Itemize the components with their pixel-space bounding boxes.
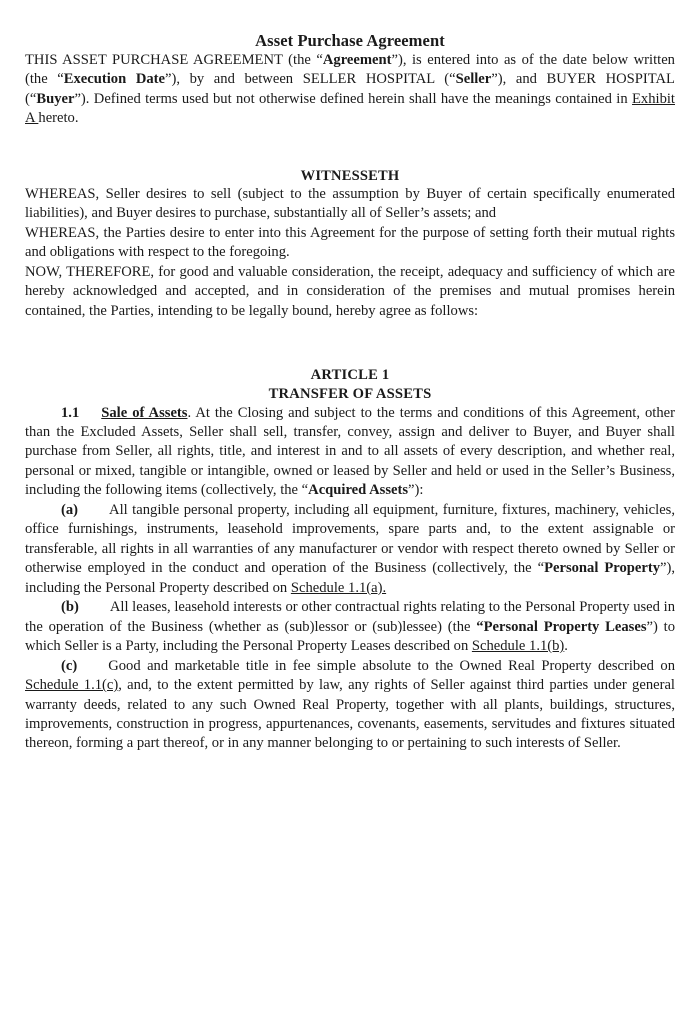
term-execution-date: Execution Date — [63, 71, 165, 88]
term-agreement: Agreement — [322, 52, 392, 68]
intro-text-5: ”). Defined terms used but not otherwise defined herein shall have the meanings contained in — [74, 90, 633, 107]
section-1-1-body-end: ”): — [408, 482, 424, 499]
term-personal-property-leases: “Personal Property Leases — [476, 618, 647, 635]
clause-c-marker: (c) — [61, 657, 78, 674]
now-therefore-paragraph: NOW, THEREFORE, for good and valuable consideration, the receipt, adequacy and sufficiency of which are hereby acknowledged and accepted, and in consideration of the premises and mutual promises herein contained, the Parties, intending to be legally bound, hereby agree as follows: — [25, 263, 675, 319]
reference-schedule-1-1-a[interactable]: Schedule 1.1(a). — [290, 579, 387, 596]
article-name: TRANSFER OF ASSETS — [268, 385, 432, 402]
clause-c-text-2: , and, to the extent permitted by law, any rights of Seller against third parties under general warranty deeds, related to any such Owned Real Property, together with all plants, buildings, structures, improvements, construction in progress, appurtenances, covenants, easements, servitudes and fixtures situated thereon, forming a part thereof, or in any manner belonging to or pertaining to such interests of Seller. — [25, 677, 675, 752]
section-1-1-paragraph — [25, 404, 675, 501]
clause-a-text-1: All tangible personal property, including all equipment, furniture, fixtures, machinery, vehicles, office furnishings, instruments, leasehold improvements, spare parts and, to the extent assignable or transferable, all rights in all warranties of any manufacturer or vendor with respect thereto owned by Seller or otherwise employed in the conduct and operation of the Business (collectively, the “ — [25, 501, 675, 577]
section-1-1-heading: Sale of Assets — [101, 404, 188, 421]
section-1-1-body: . At the Closing and subject to the terms and conditions of this Agreement, other than the Excluded Assets, Seller shall sell, transfer, convey, assign and deliver to Buyer, and Buyer shall purchase from Seller, all rights, title, and interest in and to all assets of every description, and whether real, personal or mixed, tangible or intangible, owned or leased by Seller and held or used in the Seller’s Business, including the following items (collectively, the “ — [25, 404, 675, 499]
reference-schedule-1-1-c[interactable]: Schedule 1.1(c) — [25, 677, 119, 694]
clause-a-paragraph — [25, 501, 675, 598]
intro-text-1: THIS ASSET PURCHASE AGREEMENT (the “ — [25, 52, 323, 68]
clause-b-text-3: . — [564, 638, 568, 655]
witnesseth-heading: WITNESSETH — [300, 167, 400, 184]
reference-schedule-1-1-b[interactable]: Schedule 1.1(b) — [471, 638, 565, 655]
term-personal-property: Personal Property — [544, 560, 660, 577]
term-acquired-assets: Acquired Assets — [308, 482, 409, 499]
clause-c-paragraph — [25, 657, 675, 754]
article-number: ARTICLE 1 — [310, 367, 390, 384]
whereas-paragraph-1: WHEREAS, Seller desires to sell (subject to the assumption by Buyer of certain specifically enumerated liabilities), and Buyer desires to purchase, substantially all of Seller’s assets; and — [25, 185, 675, 222]
whereas-paragraph-2: WHEREAS, the Parties desire to enter into this Agreement for the purpose of setting forth their mutual rights and obligations with respect to the foregoing. — [25, 224, 675, 261]
clause-c-text-1: Good and marketable title in fee simple absolute to the Owned Real Property described on — [108, 657, 675, 674]
intro-text-6: hereto. — [38, 110, 79, 127]
term-buyer: Buyer — [36, 90, 75, 107]
clause-a-text-2: ”), including the Personal Property described on — [25, 560, 675, 596]
reference-exhibit-a[interactable]: Exhibit A — [25, 90, 675, 127]
page-title: Asset Purchase Agreement — [255, 31, 445, 50]
intro-text-4: ”), and BUYER HOSPITAL (“ — [25, 71, 675, 107]
intro-text-2: ”), is entered into as of the date below written (the “ — [25, 52, 675, 88]
clause-b-text-1: All leases, leasehold interests or other contractual rights relating to the Personal Property used in the operation of the Business (whether as (sub)lessor or (sub)lessee) (the — [25, 599, 675, 635]
intro-text-3: ”), by and between SELLER HOSPITAL (“ — [165, 71, 456, 88]
clause-a-marker: (a) — [61, 501, 79, 518]
section-1-1-number: 1.1 — [61, 404, 80, 421]
intro-paragraph — [25, 51, 675, 129]
term-seller: Seller — [455, 71, 492, 88]
clause-b-text-2: ”) to which Seller is a Party, including the Personal Property Leases described on — [25, 618, 675, 655]
clause-b-marker: (b) — [61, 599, 79, 616]
article-heading — [25, 366, 675, 403]
clause-b-paragraph — [25, 598, 675, 656]
